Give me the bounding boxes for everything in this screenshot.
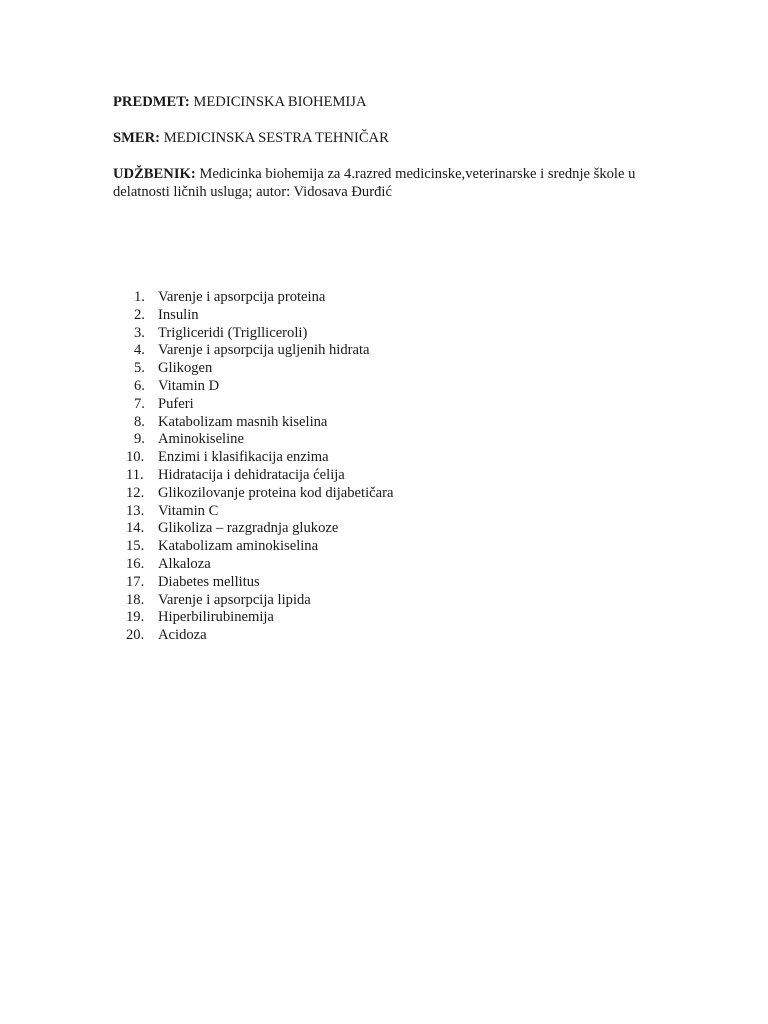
topic-text: Trigliceridi (Triglliceroli): [158, 324, 308, 341]
topic-item: [113, 574, 393, 592]
subject-value: MEDICINSKA BIOHEMIJA: [193, 94, 367, 110]
topic-text: Hiperbilirubinemija: [158, 609, 274, 626]
topic-number: 20.: [126, 627, 145, 644]
topic-item: [113, 414, 393, 432]
topic-number: 2.: [134, 306, 145, 323]
textbook-line: [113, 165, 673, 201]
topic-text: Varenje i apsorpcija ugljenih hidrata: [158, 342, 370, 359]
topic-number: 8.: [134, 413, 145, 430]
topic-text: Varenje i apsorpcija lipida: [158, 591, 311, 608]
track-value: MEDICINSKA SESTRA TEHNIČAR: [163, 130, 389, 146]
topic-item: [113, 556, 393, 574]
topic-number: 4.: [134, 342, 145, 359]
topic-text: Puferi: [158, 395, 194, 412]
topic-item: [113, 485, 393, 503]
topic-number: 18.: [126, 591, 145, 608]
topic-item: [113, 307, 393, 325]
topic-text: Insulin: [158, 306, 199, 323]
topic-item: [113, 520, 393, 538]
topic-text: Aminokiseline: [158, 431, 244, 448]
topic-item: [113, 627, 393, 645]
topic-number: 19.: [126, 609, 145, 626]
topic-number: 14.: [126, 520, 145, 537]
topic-item: [113, 592, 393, 610]
topic-item: [113, 325, 393, 343]
topic-number: 11.: [126, 466, 144, 483]
topic-number: 15.: [126, 538, 145, 555]
topic-text: Glikogen: [158, 360, 213, 377]
track-label: SMER:: [113, 130, 161, 146]
topic-number: 9.: [134, 431, 145, 448]
topic-number: 10.: [126, 449, 145, 466]
textbook-label: UDŽBENIK:: [113, 166, 196, 182]
topic-list: [113, 289, 393, 645]
topic-number: 16.: [126, 555, 145, 572]
topic-item: [113, 342, 393, 360]
track-line: [113, 129, 673, 147]
topic-item: [113, 449, 393, 467]
topic-text: Varenje i apsorpcija proteina: [158, 289, 326, 305]
topic-text: Vitamin C: [158, 502, 219, 519]
topic-text: Hidratacija i dehidratacija ćelija: [158, 466, 345, 483]
topic-text: Diabetes mellitus: [158, 573, 260, 590]
topic-item: [113, 503, 393, 521]
topic-text: Alkaloza: [158, 555, 211, 572]
topic-number: 7.: [134, 395, 145, 412]
topic-text: Katabolizam aminokiselina: [158, 538, 319, 555]
topic-text: Acidoza: [158, 627, 207, 644]
textbook-value: Medicinka biohemija za 4.razred medicinske,veterinarske i srednje škole u delatnosti ličnih usluga; autor: Vidosava Đurđić: [113, 166, 636, 200]
topic-number: 6.: [134, 377, 145, 394]
topic-text: Glikoliza – razgradnja glukoze: [158, 520, 339, 537]
topic-item: [113, 467, 393, 485]
topic-text: Vitamin D: [158, 377, 220, 394]
topic-item: [113, 609, 393, 627]
topic-item: [113, 538, 393, 556]
subject-line: [113, 93, 673, 111]
topic-number: 5.: [134, 360, 145, 377]
topic-item: [113, 431, 393, 449]
topic-item: [113, 360, 393, 378]
topic-text: Glikozilovanje proteina kod dijabetičara: [158, 484, 394, 501]
topic-number: 3.: [134, 324, 145, 341]
subject-label: PREDMET:: [113, 94, 190, 110]
topic-number: 1.: [134, 289, 145, 305]
topic-number: 12.: [126, 484, 145, 501]
topic-item: [113, 289, 393, 307]
topic-text: Katabolizam masnih kiselina: [158, 413, 328, 430]
topic-number: 17.: [126, 573, 145, 590]
topic-item: [113, 396, 393, 414]
topic-number: 13.: [126, 502, 145, 519]
topic-text: Enzimi i klasifikacija enzima: [158, 449, 329, 466]
topic-item: [113, 378, 393, 396]
